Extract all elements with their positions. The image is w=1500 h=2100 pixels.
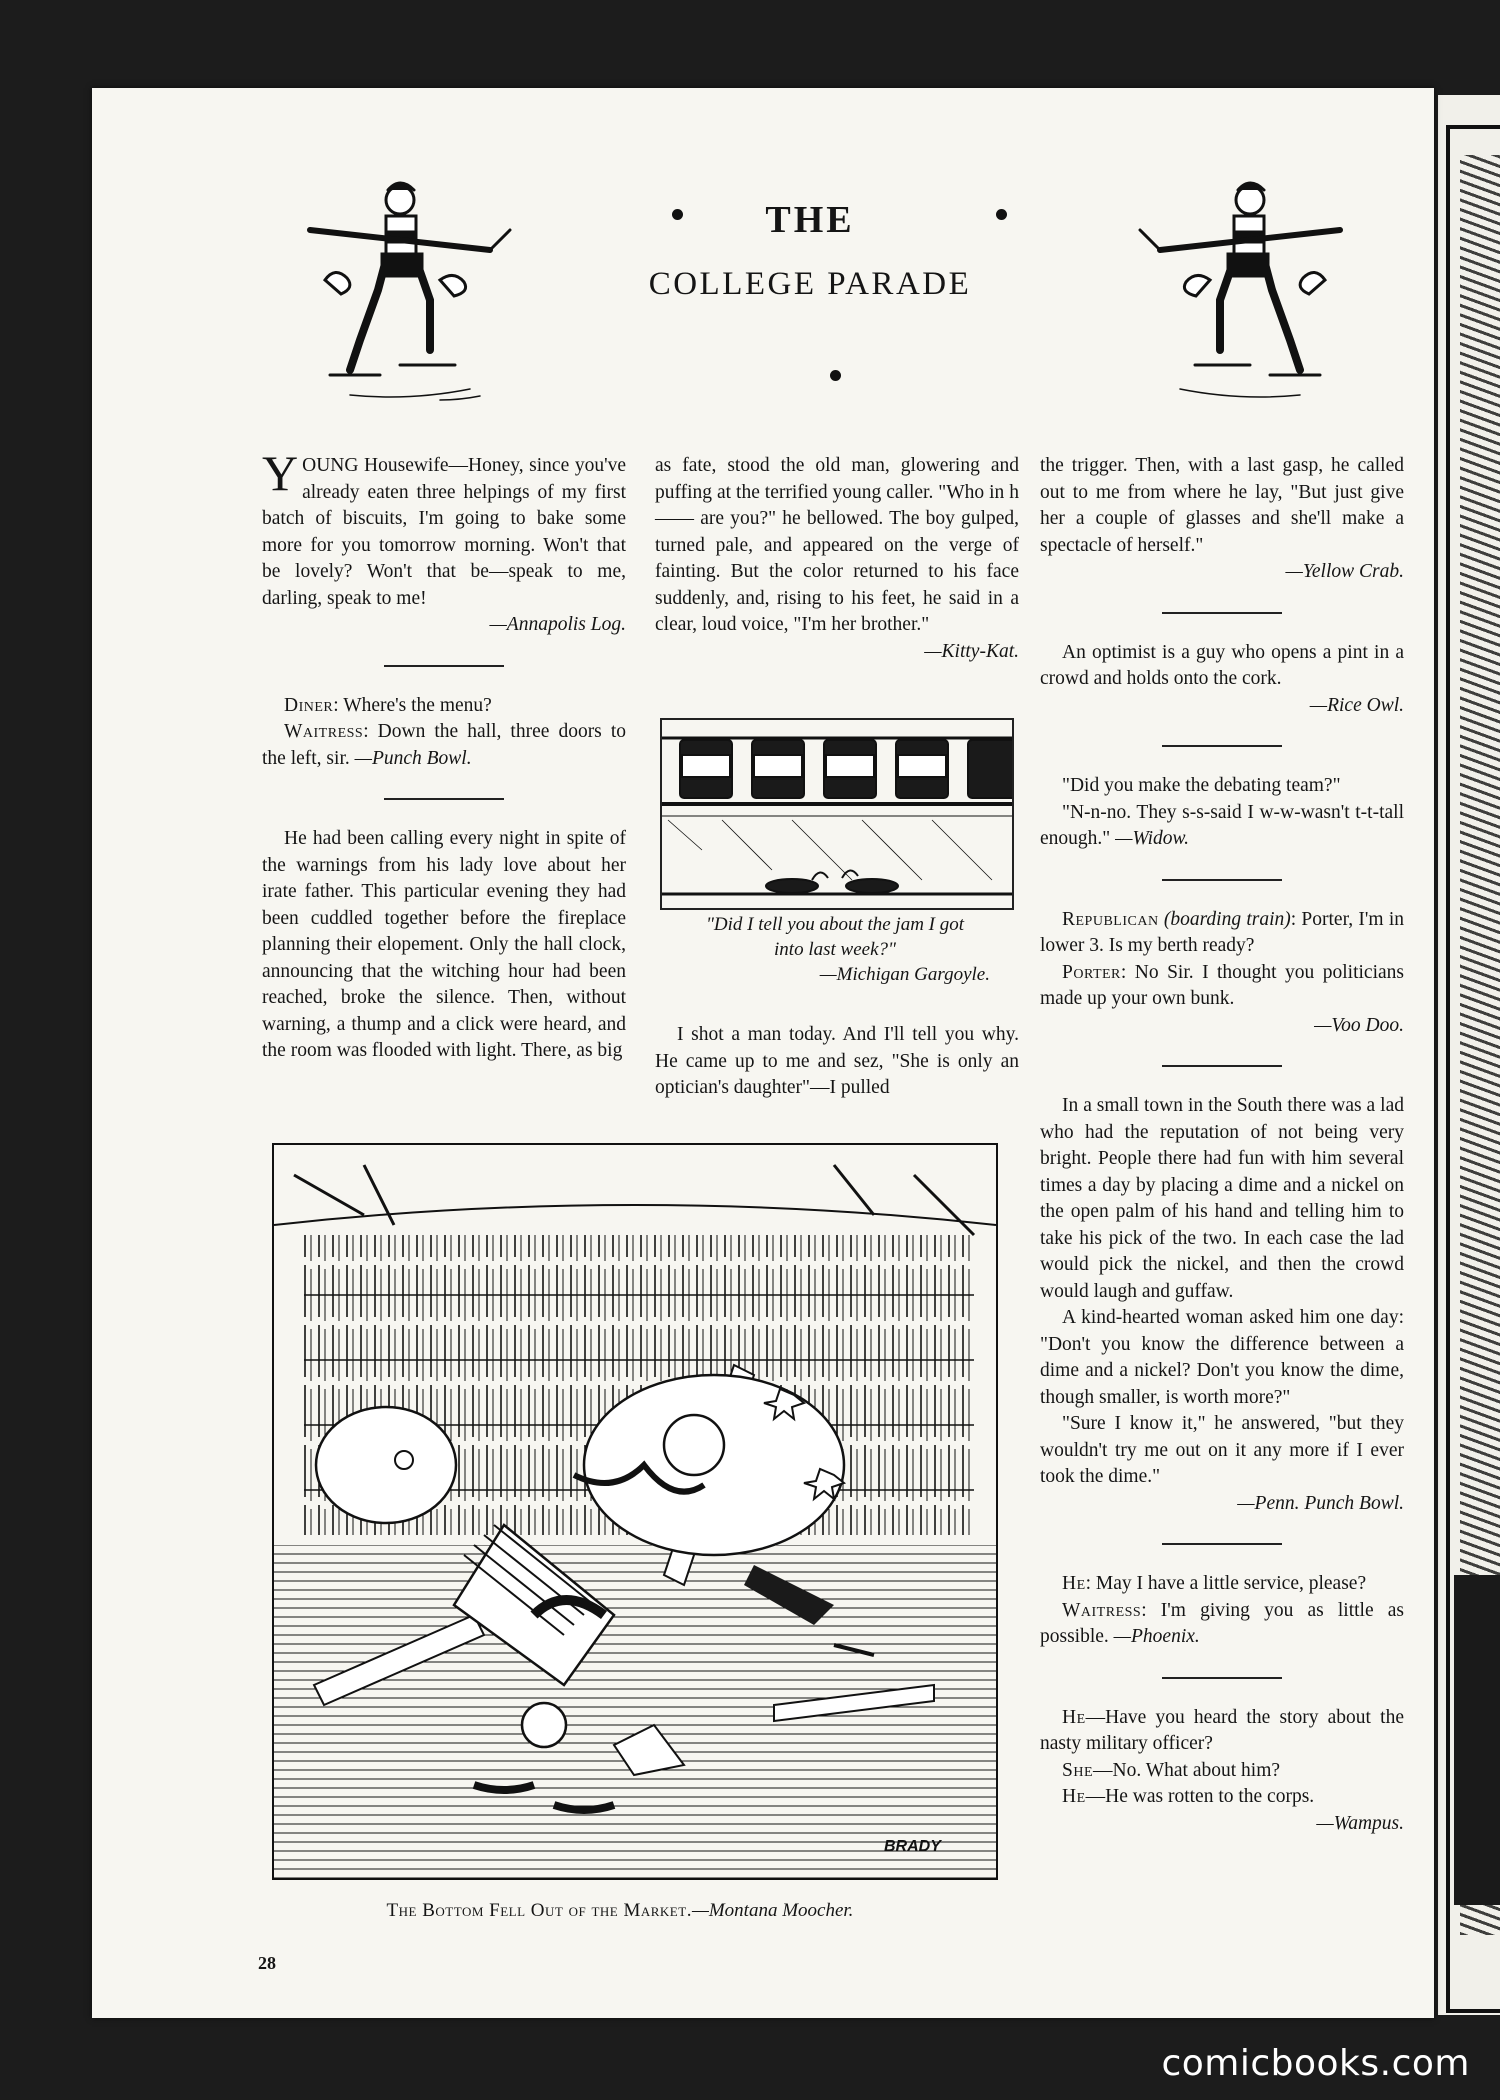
attribution: —Punch Bowl. — [354, 747, 472, 769]
joke-service-line1 — [1040, 1571, 1404, 1598]
joke-diner-line2 — [262, 719, 626, 772]
dialogue: : Where's the menu? — [333, 694, 492, 716]
market-cartoon-drawing — [274, 1145, 996, 1878]
jam-jar-cartoon — [660, 718, 1014, 910]
divider-rule — [384, 798, 504, 800]
joke-porter-line1 — [1040, 907, 1404, 960]
dialogue: —No. What about him? — [1093, 1759, 1281, 1781]
title-bullet-right — [996, 209, 1007, 220]
cartoon-signature: BRADY — [884, 1838, 941, 1855]
speaker: She — [1062, 1759, 1094, 1781]
divider-rule — [1162, 1543, 1282, 1545]
joke-elopement-part1: He had been calling every night in spite of the warnings from his lady love about her irate father. This particular evening they had been cuddled together before the fireplace planning their elopement. Only the hall clock, announcing that the witching hour had been reached, broke the silence. Then, without warning, a thump and a click were heard, and the room was flooded with light. There, as big — [262, 828, 626, 1061]
column-1 — [262, 445, 626, 1065]
jam-jar-drawing — [662, 720, 1012, 908]
joke-porter-line2 — [1040, 960, 1404, 1013]
attribution: —Rice Owl. — [1309, 694, 1404, 716]
attribution: —Yellow Crab. — [1285, 561, 1404, 582]
title-bullet-left — [672, 209, 683, 220]
divider-rule — [1162, 1677, 1282, 1679]
hockey-player-illustration-left — [290, 170, 530, 410]
attribution: —Voo Doo. — [1314, 1014, 1404, 1036]
adjacent-page-strip — [1438, 95, 1500, 2015]
speaker: Waitress — [284, 721, 364, 742]
joke-optician-part2: the trigger. Then, with a last gasp, he called out to me from where he lay, "But just give her a couple of glasses and she'll make a spectacle of herself." — [1040, 455, 1404, 556]
column-3 — [1040, 453, 1404, 1837]
title-line-1: THE — [765, 199, 855, 241]
divider-rule — [1162, 612, 1282, 614]
joke-dime-p1: In a small town in the South there was a lad who had the reputation of not being very bright. People there had fun with him several times a day by placing a dime and a nickel on the open palm of his hand and telling him to take his pick of the two. In each case the lad would pick the nickel, and then the crowd would laugh and guffaw. — [1040, 1095, 1404, 1302]
speaker: Porter — [1062, 961, 1121, 983]
joke-corps-line1 — [1040, 1705, 1404, 1758]
watermark: comicbooks.com — [1161, 2043, 1470, 2084]
hockey-player-illustration-right — [1120, 170, 1360, 410]
joke-housewife — [262, 445, 626, 612]
jam-cartoon-caption — [650, 912, 1020, 987]
column-2-lower — [655, 1022, 1019, 1102]
joke-optimist: An optimist is a guy who opens a pint in a crowd and holds onto the cork. — [1040, 641, 1404, 689]
caption-line-2: into last week?" — [774, 939, 896, 960]
divider-rule — [384, 665, 504, 667]
joke-diner-line1 — [262, 693, 626, 720]
speaker: He — [1062, 1706, 1086, 1728]
title-bullet-bottom — [830, 370, 841, 381]
divider-rule — [1162, 879, 1282, 881]
stage-note: (boarding train) — [1163, 908, 1291, 930]
attribution: —Penn. Punch Bowl. — [1237, 1492, 1404, 1514]
joke-dime-p3: "Sure I know it," he answered, "but they wouldn't try me out on it any more if I ever took the dime." — [1040, 1413, 1404, 1487]
joke-service-line2 — [1040, 1598, 1404, 1651]
joke-corps-line3 — [1040, 1784, 1404, 1811]
joke-debate-line1: "Did you make the debating team?" — [1062, 775, 1341, 796]
joke-dime-p2: A kind-hearted woman asked him one day: "Don't you know the difference between a dime and a nickel? Don't you know the dime, though smaller, is worth more?" — [1040, 1307, 1404, 1408]
caption-line-1: "Did I tell you about the jam I got — [705, 914, 965, 935]
attribution: —Annapolis Log. — [489, 614, 626, 635]
dialogue: : I'm giving you as little as possible. — [1040, 1599, 1404, 1647]
speaker: Diner — [284, 694, 334, 716]
joke-debate-line2 — [1040, 800, 1404, 853]
drop-cap: Y — [262, 445, 299, 501]
attribution: —Phoenix. — [1113, 1626, 1200, 1647]
caption-text: The Bottom Fell Out of the Market. — [386, 1900, 692, 1921]
page-header — [560, 100, 1060, 303]
speaker: Waitress — [1062, 1599, 1142, 1621]
speaker: He — [1062, 1786, 1086, 1807]
attribution: —Wampus. — [1316, 1812, 1404, 1834]
dialogue: "N-n-no. They s-s-said I w-w-wasn't t-t-tall enough." — [1040, 801, 1404, 849]
dialogue: : Porter, I'm in lower 3. Is my berth ready? — [1040, 908, 1404, 956]
title-line-2: COLLEGE PARADE — [648, 266, 972, 302]
adjacent-page-block — [1454, 1575, 1500, 1905]
joke-elopement-part2: as fate, stood the old man, glowering and puffing at the terrified young caller. "Who in h—— are you?" he bellowed. The boy gulped, turned pale, and appeared on the verge of fainting. But the color returned to his face suddenly, and, rising to his feet, he said in a clear, loud voice, "I'm her brother." — [655, 455, 1019, 635]
market-cartoon-caption — [200, 1900, 1040, 1922]
speaker: He — [1062, 1573, 1086, 1594]
attribution: —Montana Moocher. — [691, 1900, 854, 1921]
dialogue: : May I have a little service, please? — [1085, 1573, 1367, 1594]
attribution: —Widow. — [1115, 828, 1189, 849]
attribution: —Michigan Gargoyle. — [819, 964, 990, 985]
dialogue: —He was rotten to the corps. — [1085, 1786, 1315, 1807]
page-number: 28 — [258, 1953, 276, 1973]
dialogue: —Have you heard the story about the nasty military officer? — [1040, 1706, 1404, 1754]
dialogue: : Down the hall, three doors to the left, sir. — [262, 721, 626, 769]
column-2 — [655, 453, 1019, 665]
divider-rule — [1162, 745, 1282, 747]
joke-corps-line2 — [1040, 1758, 1404, 1785]
attribution: —Kitty-Kat. — [924, 640, 1019, 662]
joke-text: OUNG Housewife—Honey, since you've already eaten three helpings of my first batch of biscuits, I'm going to bake some more for you tomorrow morning. Won't that be lovely? Won't that be—speak to me, darling, speak to me! — [262, 455, 626, 609]
dialogue: : No Sir. I thought you politicians made up your own bunk. — [1040, 961, 1404, 1009]
market-cartoon — [272, 1143, 998, 1880]
joke-optician-part1: I shot a man today. And I'll tell you why. He came up to me and sez, "She is only an optician's daughter"—I pulled — [655, 1024, 1019, 1098]
speaker: Republican — [1062, 908, 1159, 930]
divider-rule — [1162, 1065, 1282, 1067]
